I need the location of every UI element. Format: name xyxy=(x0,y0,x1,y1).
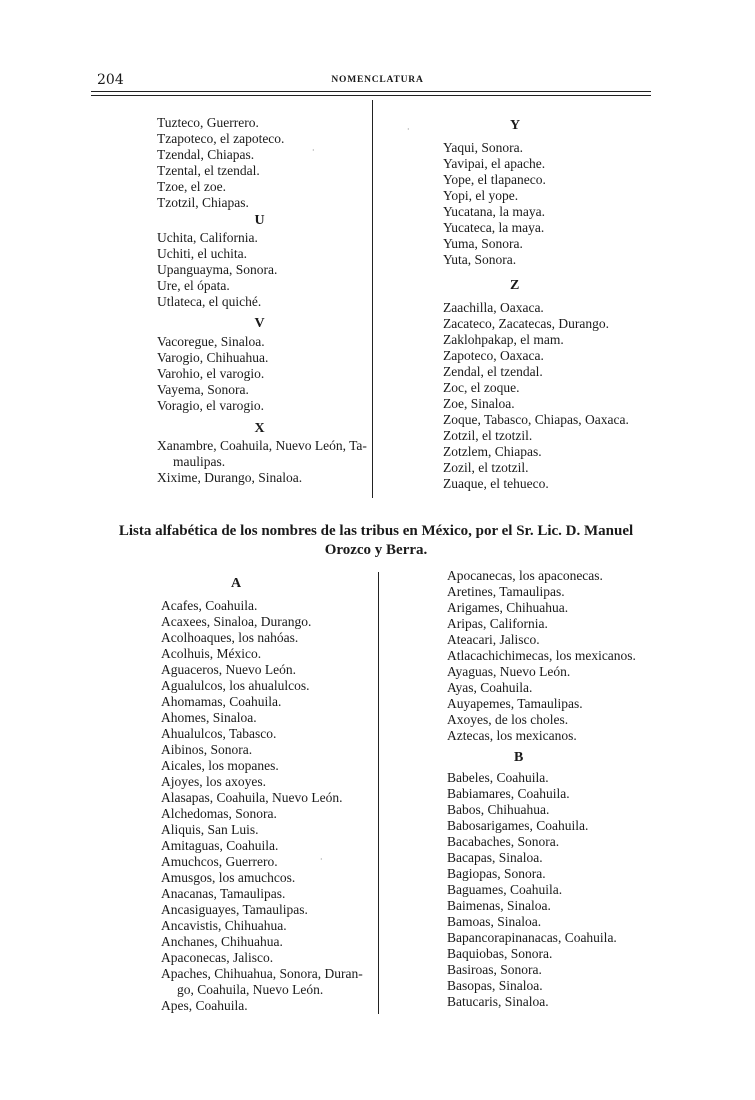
list-entry: Baguames, Coahuila. xyxy=(447,882,563,897)
list-entry: Anacanas, Tamaulipas. xyxy=(161,886,286,901)
list-entry: Ancasiguayes, Tamaulipas. xyxy=(161,902,308,917)
list-entry: Yaqui, Sonora. xyxy=(443,140,524,155)
list-entry: Atlacachichimecas, los mexicanos. xyxy=(447,648,636,663)
column-divider-upper xyxy=(372,100,373,498)
letter-heading-u: U xyxy=(254,213,265,228)
list-entry: Aguaceros, Nuevo León. xyxy=(161,662,296,677)
list-entry: Yavipai, el apache. xyxy=(443,156,546,171)
list-entry: Babiamares, Coahuila. xyxy=(447,786,570,801)
list-entry: Zaachilla, Oaxaca. xyxy=(443,300,544,315)
letter-heading-b: B xyxy=(514,750,524,765)
list-entry: Bapancorapinanacas, Coahuila. xyxy=(447,930,617,945)
entry-list-v xyxy=(157,334,362,414)
list-entry: Bagiopas, Sonora. xyxy=(447,866,546,881)
print-speck: · xyxy=(312,146,315,155)
list-entry: Bacabaches, Sonora. xyxy=(447,834,560,849)
list-entry: Aztecas, los mexicanos. xyxy=(447,728,577,743)
list-entry: Ahomes, Sinaloa. xyxy=(161,710,257,725)
list-entry: Acafes, Coahuila. xyxy=(161,598,258,613)
list-entry: Bamoas, Sinaloa. xyxy=(447,914,542,929)
list-entry: Basiroas, Sonora. xyxy=(447,962,542,977)
list-entry: Aliquis, San Luis. xyxy=(161,822,259,837)
section2-left-column xyxy=(161,576,373,1014)
list-entry: Acolhoaques, los nahóas. xyxy=(161,630,299,645)
list-entry: Amuchcos, Guerrero. xyxy=(161,854,278,869)
entry-list-x xyxy=(157,438,367,486)
list-entry: Yopi, el yope. xyxy=(443,188,519,203)
list-entry: Aicales, los mopanes. xyxy=(161,758,279,773)
header-rule-bottom xyxy=(91,95,651,96)
list-entry: Babeles, Coahuila. xyxy=(447,770,549,785)
list-entry: Ateacari, Jalisco. xyxy=(447,632,540,647)
list-entry: Tzapoteco, el zapoteco. xyxy=(157,131,285,146)
list-entry: Amitaguas, Coahuila. xyxy=(161,838,279,853)
list-entry: Varogio, Chihuahua. xyxy=(157,350,269,365)
list-entry: maulipas. xyxy=(173,454,226,469)
list-entry: Baimenas, Sinaloa. xyxy=(447,898,551,913)
list-entry: Upanguayma, Sonora. xyxy=(157,262,278,277)
entry-list-t xyxy=(157,115,362,211)
list-entry: Ancavistis, Chihuahua. xyxy=(161,918,287,933)
list-title xyxy=(100,522,652,560)
list-entry: Voragio, el varogio. xyxy=(157,398,264,413)
list-entry: Zaklohpakap, el mam. xyxy=(443,332,564,347)
list-entry: Babosarigames, Coahuila. xyxy=(447,818,589,833)
list-entry: Zuaque, el tehueco. xyxy=(443,476,549,491)
list-entry: Axoyes, de los choles. xyxy=(447,712,569,727)
list-title-line1: Lista alfabética de los nombres de las tribus en México, por el Sr. Lic. D. Manuel xyxy=(118,523,634,539)
list-entry: Uchiti, el uchita. xyxy=(157,246,247,261)
list-entry: Apaconecas, Jalisco. xyxy=(161,950,274,965)
list-entry: Zoque, Tabasco, Chiapas, Oaxaca. xyxy=(443,412,629,427)
list-entry: Tuzteco, Guerrero. xyxy=(157,115,259,130)
list-entry: Varohio, el varogio. xyxy=(157,366,265,381)
list-entry: Zotzlem, Chiapas. xyxy=(443,444,542,459)
letter-heading-y: Y xyxy=(510,118,521,133)
list-entry: Utlateca, el quiché. xyxy=(157,294,262,309)
entry-list-u xyxy=(157,230,362,310)
list-entry: Anchanes, Chihuahua. xyxy=(161,934,283,949)
letter-heading-x: X xyxy=(254,421,265,436)
list-entry: Tzoe, el zoe. xyxy=(157,179,226,194)
list-entry: Batucaris, Sinaloa. xyxy=(447,994,549,1009)
list-entry: Arigames, Chihuahua. xyxy=(447,600,569,615)
list-entry: Bacapas, Sinaloa. xyxy=(447,850,543,865)
list-entry: Alasapas, Coahuila, Nuevo León. xyxy=(161,790,343,805)
list-entry: Zendal, el tzendal. xyxy=(443,364,543,379)
list-entry: Agualulcos, los ahualulcos. xyxy=(161,678,310,693)
entry-list-a-continued xyxy=(447,568,647,744)
list-entry: Alchedomas, Sonora. xyxy=(161,806,277,821)
list-entry: Apaches, Chihuahua, Sonora, Duran- xyxy=(161,966,363,981)
list-entry: Acaxees, Sinaloa, Durango. xyxy=(161,614,312,629)
list-entry: Aibinos, Sonora. xyxy=(161,742,253,757)
list-entry: Xanambre, Coahuila, Nuevo León, Ta- xyxy=(157,438,367,453)
list-entry: Ahomamas, Coahuila. xyxy=(161,694,282,709)
list-entry: Baquiobas, Sonora. xyxy=(447,946,553,961)
list-entry: Acolhuis, México. xyxy=(161,646,262,661)
section1-left-column xyxy=(157,115,367,486)
list-entry: Xixime, Durango, Sinaloa. xyxy=(157,470,303,485)
entry-list-z xyxy=(443,300,648,492)
list-entry: Zotzil, el tzotzil. xyxy=(443,428,533,443)
list-entry: Yuta, Sonora. xyxy=(443,252,517,267)
list-entry: Babos, Chihuahua. xyxy=(447,802,550,817)
print-speck: · xyxy=(407,125,410,134)
list-entry: Apocanecas, los apaconecas. xyxy=(447,568,603,583)
list-entry: Aripas, California. xyxy=(447,616,548,631)
list-entry: Aretines, Tamaulipas. xyxy=(447,584,565,599)
list-entry: Vacoregue, Sinaloa. xyxy=(157,334,265,349)
list-entry: Ajoyes, los axoyes. xyxy=(161,774,266,789)
list-entry: go, Coahuila, Nuevo León. xyxy=(177,982,324,997)
section2-right-column xyxy=(447,568,647,1010)
list-entry: Uchita, California. xyxy=(157,230,258,245)
list-entry: Zoe, Sinaloa. xyxy=(443,396,515,411)
list-entry: Yucatana, la maya. xyxy=(443,204,545,219)
list-entry: Yope, el tlapaneco. xyxy=(443,172,546,187)
list-entry: Tzendal, Chiapas. xyxy=(157,147,255,162)
list-entry: Ahualulcos, Tabasco. xyxy=(161,726,277,741)
list-title-line2: Orozco y Berra. xyxy=(324,542,428,558)
list-entry: Ayas, Coahuila. xyxy=(447,680,533,695)
list-entry: Tzotzil, Chiapas. xyxy=(157,195,249,210)
list-entry: Zacateco, Zacatecas, Durango. xyxy=(443,316,610,331)
print-speck: · xyxy=(320,855,323,864)
list-entry: Basopas, Sinaloa. xyxy=(447,978,543,993)
column-divider-lower xyxy=(378,572,379,1014)
section1-right-column xyxy=(443,118,648,492)
list-entry: Auyapemes, Tamaulipas. xyxy=(447,696,583,711)
running-head: NOMENCLATURA xyxy=(331,75,424,85)
letter-heading-z: Z xyxy=(510,278,520,293)
list-entry: Ure, el ópata. xyxy=(157,278,230,293)
entry-list-b xyxy=(447,770,647,1010)
list-entry: Apes, Coahuila. xyxy=(161,998,248,1013)
letter-heading-v: V xyxy=(254,316,265,331)
list-entry: Ayaguas, Nuevo León. xyxy=(447,664,571,679)
entry-list-y xyxy=(443,140,648,268)
list-entry: Zapoteco, Oaxaca. xyxy=(443,348,544,363)
list-entry: Yuma, Sonora. xyxy=(443,236,523,251)
list-entry: Yucateca, la maya. xyxy=(443,220,545,235)
list-entry: Tzental, el tzendal. xyxy=(157,163,260,178)
header-rule-top xyxy=(91,91,651,92)
entry-list-a xyxy=(161,598,373,1014)
page-number: 204 xyxy=(97,72,124,88)
list-entry: Vayema, Sonora. xyxy=(157,382,249,397)
list-entry: Amusgos, los amuchcos. xyxy=(161,870,296,885)
list-entry: Zozil, el tzotzil. xyxy=(443,460,529,475)
letter-heading-a: A xyxy=(231,576,242,591)
list-entry: Zoc, el zoque. xyxy=(443,380,520,395)
